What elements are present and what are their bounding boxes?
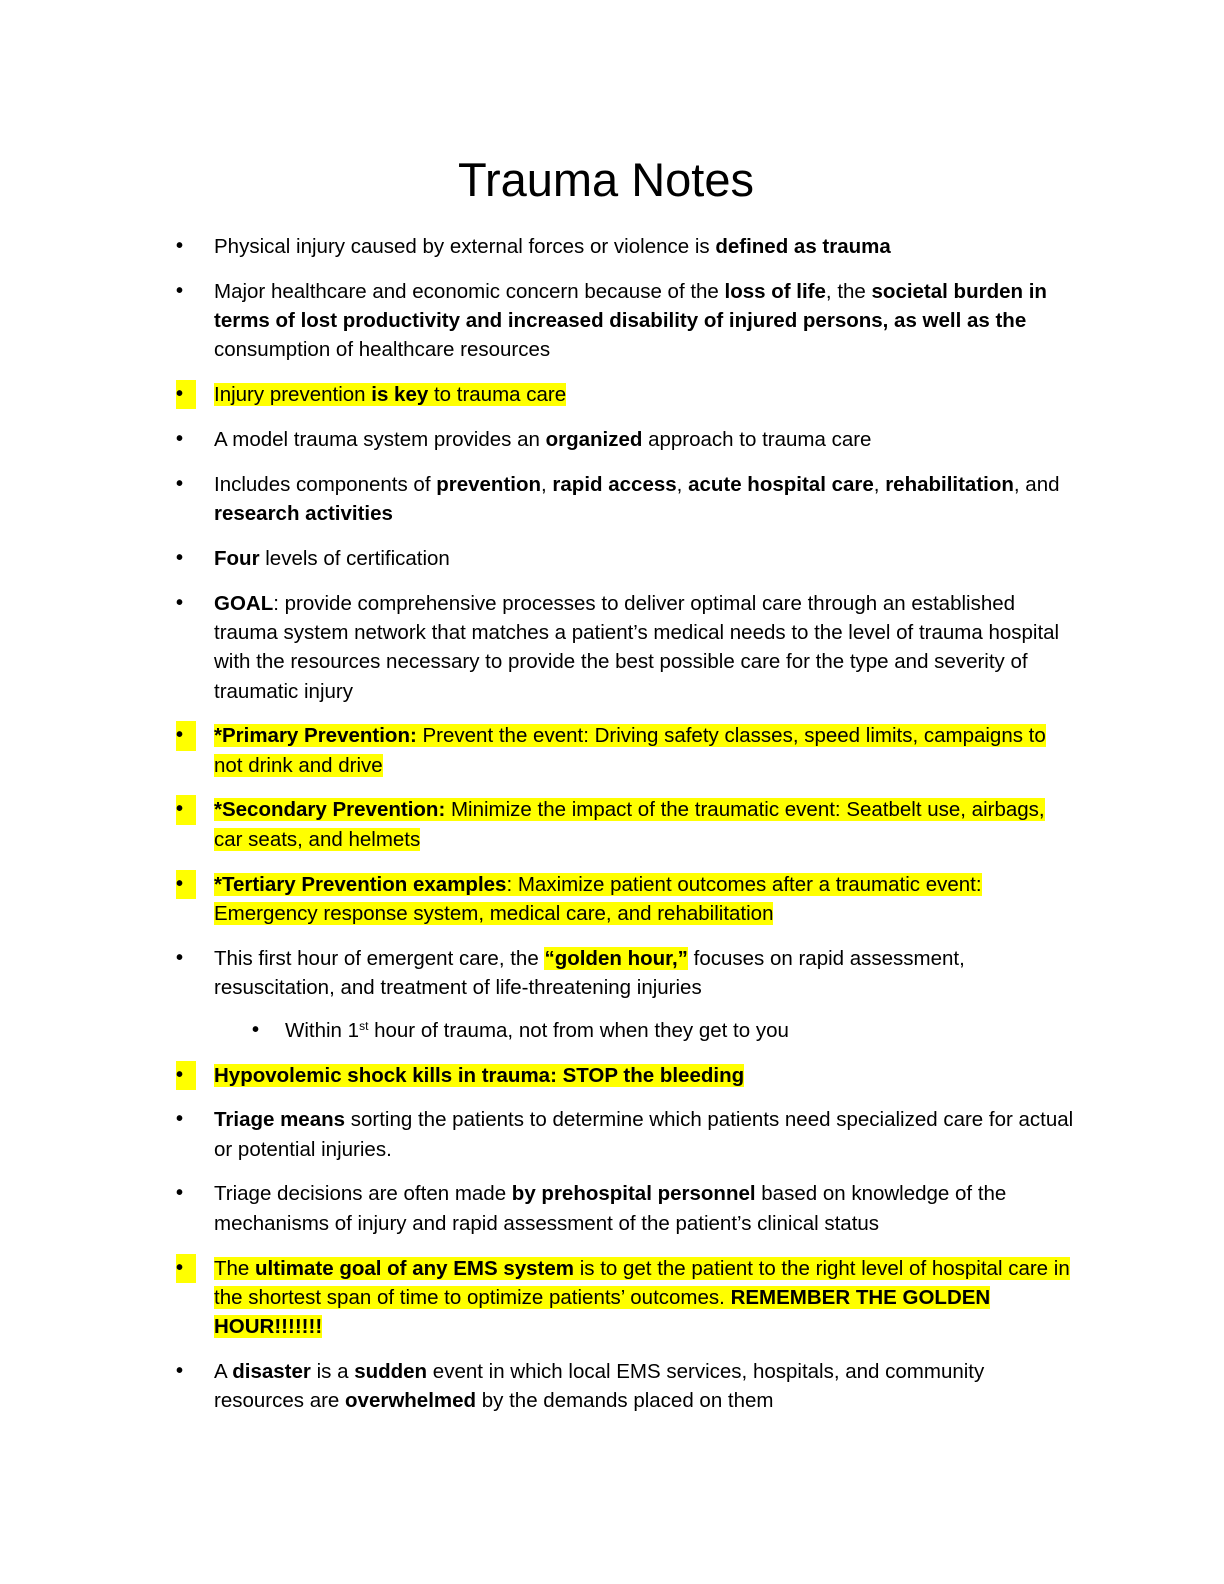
list-item — [176, 1357, 1076, 1416]
bullet-icon: • — [176, 946, 184, 969]
list-item — [176, 1179, 1076, 1238]
text-run: , — [873, 472, 886, 496]
bold-text: Four — [214, 546, 260, 570]
bold-text: disaster — [232, 1359, 311, 1383]
bold-text: acute hospital care — [688, 472, 874, 496]
text-run: is to get the patient to the right level of hospital care in the shortest span of time to optimize patients’ outcomes. — [214, 1256, 1070, 1309]
bold-text: is key — [371, 383, 429, 407]
bold-text: overwhelmed — [345, 1389, 477, 1413]
bold-text: *Tertiary Prevention examples — [214, 872, 507, 896]
list-item — [176, 870, 1076, 929]
list-item-text — [214, 383, 566, 406]
bold-text: rehabilitation — [885, 472, 1014, 496]
list-item-text — [214, 798, 1045, 850]
bullet-list — [176, 232, 1076, 1431]
bold-text: organized — [545, 427, 643, 451]
text-run: : provide comprehensive processes to deliver optimal care through an established trauma system network that matches a patient’s medical needs to the level of trauma hospital with the resources necessary to provide the best possible care for the type and severity of traumatic injury — [214, 591, 1060, 703]
bold-text: ultimate goal of any EMS system — [255, 1256, 575, 1280]
bullet-icon: • — [176, 1359, 184, 1382]
bold-text: by prehospital personnel — [511, 1182, 756, 1206]
bold-text: GOAL — [214, 591, 274, 615]
text-run: Within 1 — [285, 1018, 360, 1042]
bullet-icon: • — [176, 795, 196, 824]
list-item — [176, 721, 1076, 780]
list-item-text — [214, 1064, 744, 1087]
text-run: A model trauma system provides an — [214, 427, 546, 451]
text-run: Minimize the impact of the traumatic event: Seatbelt use, airbags, car seats, and helmets — [214, 798, 1045, 851]
text-run: hour of trauma, not from when they get to you — [368, 1018, 789, 1042]
list-item — [176, 1105, 1076, 1164]
text-run: approach to trauma care — [642, 427, 872, 451]
list-item-text — [214, 947, 965, 999]
text-run: Injury prevention — [214, 383, 372, 407]
bullet-icon: • — [176, 1182, 184, 1205]
list-item-text — [214, 592, 1059, 703]
list-item — [176, 589, 1076, 706]
text-run: Physical injury caused by external forces or violence is — [214, 235, 716, 258]
list-item — [176, 425, 1076, 454]
text-run: based on knowledge of the mechanisms of injury and rapid assessment of the patient’s clinical status — [214, 1182, 1007, 1235]
bullet-icon: • — [176, 1254, 196, 1283]
text-run: st — [359, 1018, 369, 1033]
list-item-text — [214, 428, 871, 451]
text-run: is a — [310, 1359, 355, 1383]
text-run: : Maximize patient outcomes after a traumatic event: Emergency response system, medical care, and rehabilitation — [214, 872, 982, 925]
text-run: sorting the patients to determine which patients need specialized care for actual or potential injuries. — [214, 1108, 1074, 1161]
list-item — [176, 380, 1076, 409]
list-item — [176, 232, 1076, 261]
bullet-icon: • — [176, 427, 184, 450]
list-item — [176, 1254, 1076, 1342]
bullet-icon: • — [252, 1018, 260, 1041]
text-run: , the — [825, 279, 872, 303]
bold-text: Triage means — [214, 1108, 346, 1132]
text-run: event in which local EMS services, hospitals, and community resources are — [214, 1359, 985, 1413]
bold-text: societal burden in terms of lost productivity and increased disability of injured persons, as well as the — [214, 279, 1047, 333]
bold-text: *Primary Prevention: — [214, 724, 417, 748]
text-run: This first hour of emergent care, the — [214, 946, 545, 970]
list-item — [176, 1061, 1076, 1090]
list-item-text — [214, 1108, 1073, 1160]
bullet-icon: • — [176, 1108, 184, 1131]
bold-text: “golden hour,” — [544, 946, 688, 970]
bold-text: Hypovolemic shock kills in trauma: STOP the bleeding — [214, 1063, 745, 1087]
list-item-text — [214, 235, 891, 258]
list-item — [176, 795, 1076, 854]
bullet-icon: • — [176, 870, 196, 899]
bold-text: rapid access — [552, 472, 677, 496]
text-run: , — [676, 472, 689, 496]
bullet-icon: • — [176, 1061, 196, 1090]
bold-text: research activities — [214, 502, 393, 526]
list-item-text — [214, 873, 982, 925]
list-item-text — [285, 1019, 789, 1042]
text-run: focuses on rapid assessment, resuscitation, and treatment of life-threatening injuries — [214, 946, 965, 999]
document-title: Trauma Notes — [457, 153, 755, 206]
text-run: Major healthcare and economic concern because of the — [214, 279, 725, 303]
list-item — [176, 944, 1076, 1003]
bullet-icon: • — [176, 546, 184, 569]
bold-text: sudden — [354, 1359, 428, 1383]
text-run: Triage decisions are often made — [214, 1182, 512, 1206]
text-run: levels of certification — [259, 546, 450, 570]
bullet-icon: • — [176, 235, 184, 257]
list-item-text — [214, 1257, 1070, 1339]
text-run: The — [214, 1256, 256, 1280]
list-item — [176, 470, 1076, 529]
list-item-text — [214, 1182, 1006, 1234]
text-run: Includes components of — [214, 472, 437, 496]
list-item-text — [214, 473, 1060, 525]
bullet-icon: • — [176, 279, 184, 302]
text-run: Prevent the event: Driving safety classes, speed limits, campaigns to not drink and drive — [214, 724, 1046, 777]
bullet-icon: • — [176, 721, 196, 750]
bullet-icon: • — [176, 591, 184, 614]
text-run: , — [541, 472, 553, 496]
text-run: to trauma care — [428, 383, 567, 407]
bold-text: prevention — [436, 472, 542, 496]
bullet-icon: • — [176, 472, 184, 495]
bold-text: *Secondary Prevention: — [214, 798, 446, 822]
list-item — [176, 277, 1076, 365]
list-item — [176, 544, 1076, 573]
bold-text: REMEMBER THE GOLDEN HOUR!!!!!!! — [214, 1285, 991, 1339]
text-run: consumption of healthcare resources — [214, 338, 551, 362]
list-item-text — [214, 724, 1046, 776]
text-run: , and — [1013, 472, 1060, 496]
sub-list-item — [176, 1016, 1076, 1045]
bold-text: loss of life — [724, 279, 826, 303]
list-item-text — [214, 280, 1047, 362]
list-item-text — [214, 547, 450, 570]
bold-text: defined as trauma — [715, 235, 891, 258]
text-run: A — [214, 1359, 233, 1383]
list-item-text — [214, 1360, 984, 1412]
text-run: by the demands placed on them — [476, 1389, 774, 1413]
bullet-icon: • — [176, 380, 196, 409]
